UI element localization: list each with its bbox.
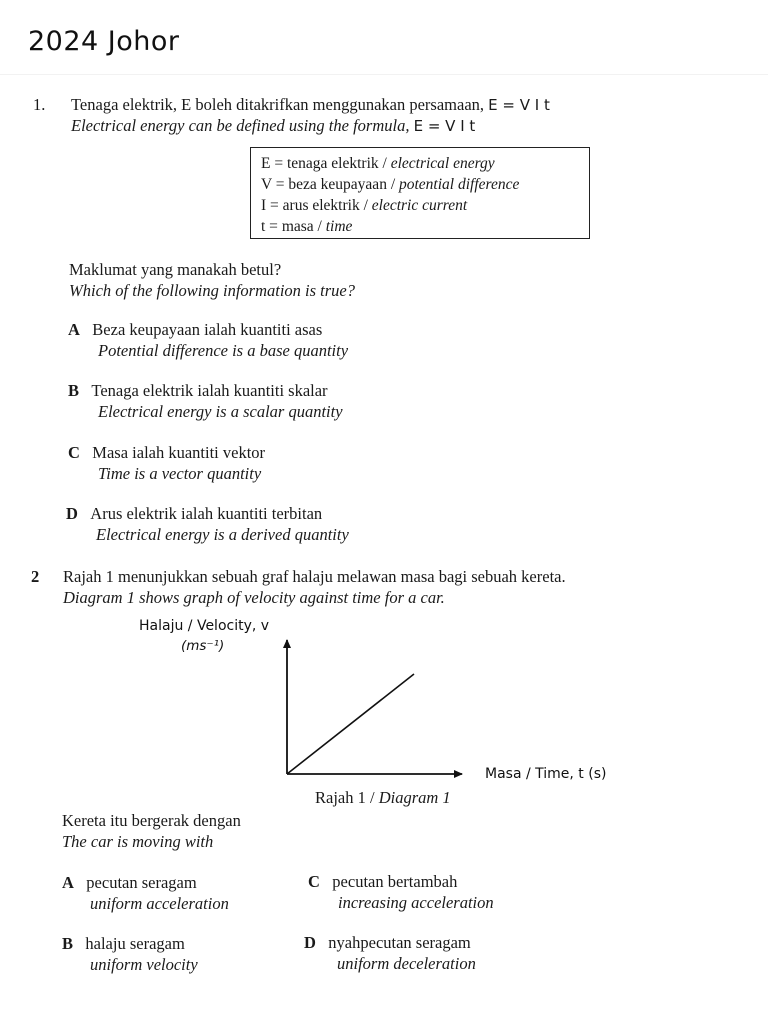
q1-stem-en-text: Electrical energy can be defined using the formula, [71,116,410,135]
q2-stem-ms: Rajah 1 menunjukkan sebuah graf halaju melawan masa bagi sebuah kereta. [63,567,566,586]
option-ms: pecutan bertambah [332,872,458,891]
option-en: uniform deceleration [337,954,476,973]
option-letter: D [304,933,316,952]
option-en: Electrical energy is a scalar quantity [98,402,343,421]
def-en: electrical energy [390,155,495,172]
option-en: Time is a vector quantity [98,464,262,483]
page-title: 2024 Johor [28,26,180,57]
x-axis-label: Masa / Time, t (s) [485,766,607,782]
q1-option-a[interactable] [68,319,348,361]
def-ms: beza keupayaan / [288,176,396,193]
option-en: Potential difference is a base quantity [98,341,349,360]
definition-box [250,147,590,239]
option-letter: B [68,381,80,400]
def-symbol: V = [261,176,285,193]
q2-question-en: The car is moving with [62,832,214,851]
option-ms: Arus elektrik ialah kuantiti terbitan [90,504,323,523]
option-letter: D [66,504,78,523]
y-axis-unit: (ms⁻¹) [181,638,225,654]
def-ms: tenaga elektrik / [286,155,387,172]
q1-question-en: Which of the following information is true? [69,281,355,300]
option-en: uniform velocity [90,955,198,974]
q2-option-b[interactable] [62,933,198,975]
q1-formula: E = V I t [488,96,550,114]
q1-stem-ms-text: Tenaga elektrik, E boleh ditakrifkan menggunakan persamaan, [71,95,485,114]
q1-number: 1. [33,95,46,114]
option-ms: Beza keupayaan ialah kuantiti asas [92,320,323,339]
option-letter: C [308,872,320,891]
option-en: increasing acceleration [338,893,494,912]
def-en: electric current [371,197,468,214]
q1-formula-en: E = V I t [413,117,476,135]
option-letter: A [68,320,80,339]
def-ms: masa / [281,218,322,235]
q1-question-ms: Maklumat yang manakah betul? [69,260,282,279]
def-symbol: E = [261,155,284,172]
velocity-time-graph [0,610,768,810]
definition-row [261,196,467,215]
option-letter: A [62,873,74,892]
caption-ms: Rajah 1 / [315,788,379,807]
q2-option-c[interactable] [308,871,494,913]
q1-stem-ms [71,94,550,116]
option-letter: B [62,934,74,953]
option-letter: C [68,443,80,462]
option-ms: nyahpecutan seragam [328,933,471,952]
option-ms: halaju seragam [85,934,185,953]
option-en: Electrical energy is a derived quantity [96,525,349,544]
q1-option-d[interactable] [66,503,349,545]
q2-question-ms: Kereta itu bergerak dengan [62,811,241,830]
caption-en: Diagram 1 [378,788,451,807]
def-en: potential difference [399,176,520,193]
q1-stem-en [71,115,475,137]
definition-row [261,217,352,236]
option-ms: Tenaga elektrik ialah kuantiti skalar [91,381,328,400]
def-ms: arus elektrik / [282,197,368,214]
q2-option-a[interactable] [62,872,229,914]
def-symbol: I = [261,197,279,214]
q1-option-c[interactable] [68,442,265,484]
definition-row [261,175,519,194]
q2-number: 2 [31,567,40,586]
option-ms: pecutan seragam [86,873,197,892]
q2-stem-en: Diagram 1 shows graph of velocity against time for a car. [63,588,445,607]
option-en: uniform acceleration [90,894,229,913]
velocity-line [287,674,414,774]
diagram-caption [315,787,451,808]
definition-row [261,154,495,173]
option-ms: Masa ialah kuantiti vektor [92,443,266,462]
q2-option-d[interactable] [304,932,476,974]
def-symbol: t = [261,218,278,235]
header-divider [0,74,768,75]
q1-option-b[interactable] [68,380,343,422]
def-en: time [325,218,353,235]
y-axis-label: Halaju / Velocity, v [139,618,270,634]
